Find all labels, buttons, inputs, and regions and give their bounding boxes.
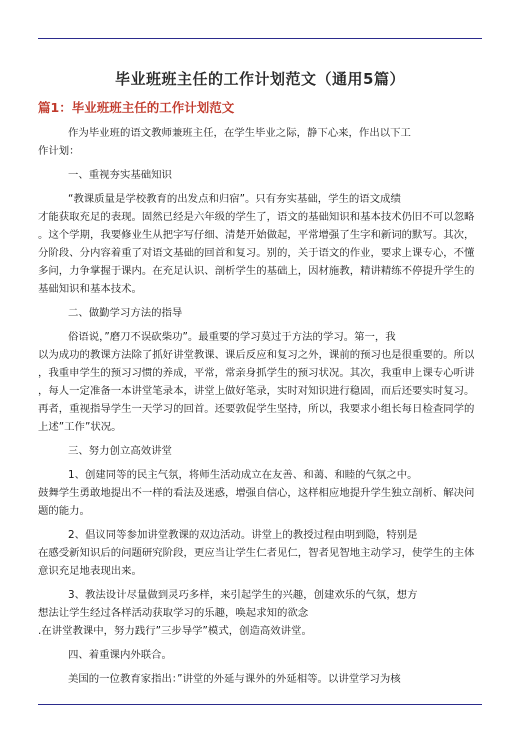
paragraph-line: 题的能力。 <box>38 505 90 517</box>
paragraph-line: 1、创建同等的民主气氛，将师生活动成立在友善、和蔼、和睦的气氛之中。 <box>68 469 418 481</box>
paragraph-line: .在讲堂教课中，努力践行”三步导学”模式，创造高效讲堂。 <box>38 625 312 637</box>
bottom-rule <box>38 704 482 705</box>
document-body <box>38 124 484 688</box>
top-rule <box>38 38 482 39</box>
paragraph-line: 多问，力争掌握于课内。在充足认识、剖析学生的基础上，因材施教，精讲精练不停提升学生的 <box>38 265 475 277</box>
sub-heading: 一、重视夯实基础知识 <box>68 169 172 181</box>
paragraph-line: 美国的一位教育家指出：”讲堂的外延与课外的外延相等。以讲堂学习为核 <box>68 673 401 685</box>
sub-heading: 二、做勤学习方法的指导 <box>68 307 183 319</box>
paragraph-line: ，每人一定准备一本讲堂笔录本，讲堂上做好笔录，实时对知识进行稳固，而后还要实时复习。 <box>38 385 475 397</box>
paragraph-line: 分阶段、分内容着重了对语文基础的回首和复习。别的，关于语文的作业，要求上课专心，不懂 <box>38 247 475 259</box>
document-title: 毕业班班主任的工作计划范文（通用5篇） <box>115 70 405 88</box>
section-heading: 篇1：毕业班班主任的工作计划范文 <box>38 100 235 115</box>
paragraph-line: 在感受新知识后的问题研究阶段，更应当让学生仁者见仁，智者见智地主动学习，使学生的主体 <box>38 547 475 559</box>
paragraph-line: 2、倡议同等参加讲堂教课的双边活动。讲堂上的教授过程由明到隐，特别是 <box>68 529 418 541</box>
paragraph-line: 作计划： <box>38 145 80 157</box>
paragraph-line: 才能获取充足的表现。固然已经是六年级的学生了，语文的基础知识和基本技术仍旧不可以忽略 <box>38 211 475 223</box>
paragraph-line: 。这个学期，我要修业生从把字写仔细、清楚开始做起，平常增强了生字和新词的默写。其次， <box>38 229 475 241</box>
sub-heading: 三、努力创立高效讲堂 <box>68 445 172 457</box>
paragraph-line: 鼓舞学生勇敢地提出不一样的看法及迷惑，增强自信心，这样相应地提升学生独立剖析、解决问 <box>38 487 475 499</box>
sub-heading: 四、着重课内外联合。 <box>68 649 172 661</box>
paragraph-line: 3、教法设计尽量做到灵巧多样，来引起学生的兴趣，创建欢乐的气氛，想方 <box>68 589 418 601</box>
paragraph-line: “教课质量是学校教育的出发点和归宿”。只有夯实基础，学生的语文成绩 <box>68 193 401 205</box>
paragraph-line: ，我重申学生的预习习惯的养成，平常，常亲身抓学生的预习状况。其次，我重申上课专心听讲 <box>38 367 475 379</box>
paragraph-line: 上述”工作”状况。 <box>38 421 122 433</box>
paragraph-line: 以为成功的教课方法除了抓好讲堂教课、课后反应和复习之外，课前的预习也是很重要的。所以 <box>38 349 475 361</box>
paragraph-line: 俗语说，”磨刀不误砍柴功”。最重要的学习莫过于方法的学习。第一，我 <box>68 331 396 343</box>
paragraph-line: 作为毕业班的语文教师兼班主任，在学生毕业之际，静下心来，作出以下工 <box>68 127 411 139</box>
paragraph-line: 想法让学生经过各样活动获取学习的乐趣，唤起求知的欲念 <box>38 607 309 619</box>
paragraph-line: 意识充足地表现出来。 <box>38 565 142 577</box>
paragraph-line: 再者，重视指导学生一天学习的回首。还要敦促学生坚持，所以，我要求小组长每日检查同学的 <box>38 403 475 415</box>
paragraph-line: 基础知识和基本技术。 <box>38 283 142 295</box>
